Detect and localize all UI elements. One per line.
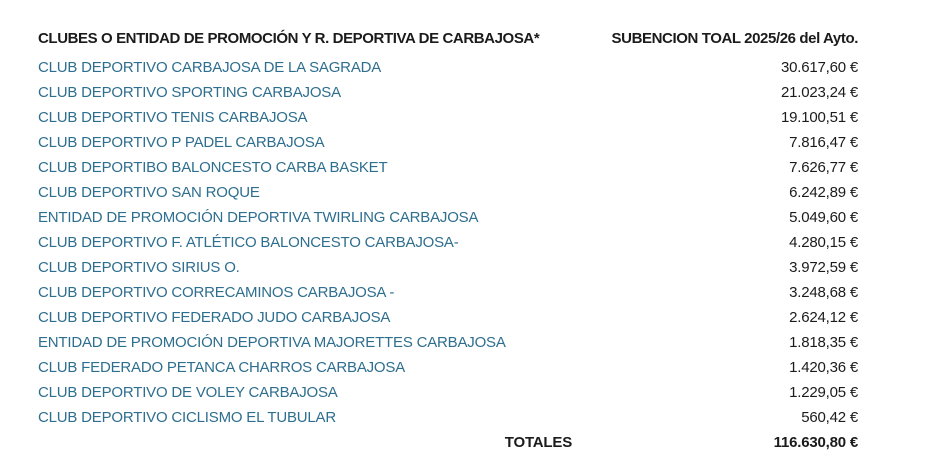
- table-row: [38, 355, 858, 380]
- club-name: CLUB DEPORTIVO FEDERADO JUDO CARBAJOSA: [38, 309, 391, 326]
- table-row: [38, 205, 858, 230]
- table-row: [38, 330, 858, 355]
- subsidy-amount: 5.049,60 €: [789, 209, 858, 226]
- subsidy-amount: 7.626,77 €: [789, 159, 858, 176]
- table-row: [38, 405, 858, 430]
- club-name: CLUB DEPORTIVO CORRECAMINOS CARBAJOSA -: [38, 284, 395, 301]
- table-row: [38, 255, 858, 280]
- subsidy-amount: 3.972,59 €: [789, 259, 858, 276]
- club-name: CLUB DEPORTIVO SPORTING CARBAJOSA: [38, 84, 341, 101]
- table-row: [38, 180, 858, 205]
- club-name: CLUB DEPORTIVO P PADEL CARBAJOSA: [38, 134, 325, 151]
- subsidy-amount: 1.229,05 €: [789, 384, 858, 401]
- table-row: [38, 80, 858, 105]
- subsidy-amount: 21.023,24 €: [780, 84, 858, 101]
- table-row: [38, 305, 858, 330]
- totals-amount: 116.630,80 €: [773, 434, 858, 451]
- table-row: [38, 105, 858, 130]
- club-name: CLUB DEPORTIVO CARBAJOSA DE LA SAGRADA: [38, 59, 382, 76]
- table-row: [38, 155, 858, 180]
- table-row: [38, 230, 858, 255]
- subsidy-amount: 2.624,12 €: [789, 309, 858, 326]
- club-name: CLUB DEPORTIVO CICLISMO EL TUBULAR: [38, 409, 336, 426]
- club-name: CLUB DEPORTIVO DE VOLEY CARBAJOSA: [38, 384, 338, 401]
- club-name: CLUB DEPORTIVO SIRIUS O.: [38, 259, 240, 276]
- subsidy-amount: 1.818,35 €: [789, 334, 858, 351]
- table-body: [38, 55, 860, 430]
- subsidy-amount: 4.280,15 €: [789, 234, 858, 251]
- column-header-subsidy: SUBENCION TOAL 2025/26 del Ayto.: [611, 30, 858, 47]
- table-row: [38, 380, 858, 405]
- subsidy-amount: 560,42 €: [801, 409, 858, 426]
- table-row: [38, 55, 858, 80]
- club-name: CLUB DEPORTIVO SAN ROQUE: [38, 184, 260, 201]
- club-name: CLUB FEDERADO PETANCA CHARROS CARBAJOSA: [38, 359, 405, 376]
- club-name: ENTIDAD DE PROMOCIÓN DEPORTIVA MAJORETTES CARBAJOSA: [38, 334, 506, 351]
- subsidy-amount: 7.816,47 €: [789, 134, 858, 151]
- totals-label: TOTALES: [504, 434, 572, 451]
- column-header-clubs: CLUBES O ENTIDAD DE PROMOCIÓN Y R. DEPORTIVA DE CARBAJOSA*: [38, 30, 540, 47]
- club-name: CLUB DEPORTIVO TENIS CARBAJOSA: [38, 109, 308, 126]
- subsidy-amount: 30.617,60 €: [780, 59, 858, 76]
- subsidy-amount: 6.242,89 €: [789, 184, 858, 201]
- subsidy-amount: 19.100,51 €: [780, 109, 858, 126]
- table-header-row: [38, 26, 858, 51]
- club-name: ENTIDAD DE PROMOCIÓN DEPORTIVA TWIRLING CARBAJOSA: [38, 209, 479, 226]
- subsidy-amount: 1.420,36 €: [789, 359, 858, 376]
- totals-row: [38, 430, 858, 455]
- club-name: CLUB DEPORTIBO BALONCESTO CARBA BASKET: [38, 159, 388, 176]
- subsidy-amount: 3.248,68 €: [789, 284, 858, 301]
- table-row: [38, 280, 858, 305]
- club-name: CLUB DEPORTIVO F. ATLÉTICO BALONCESTO CARBAJOSA-: [38, 234, 459, 251]
- table-row: [38, 130, 858, 155]
